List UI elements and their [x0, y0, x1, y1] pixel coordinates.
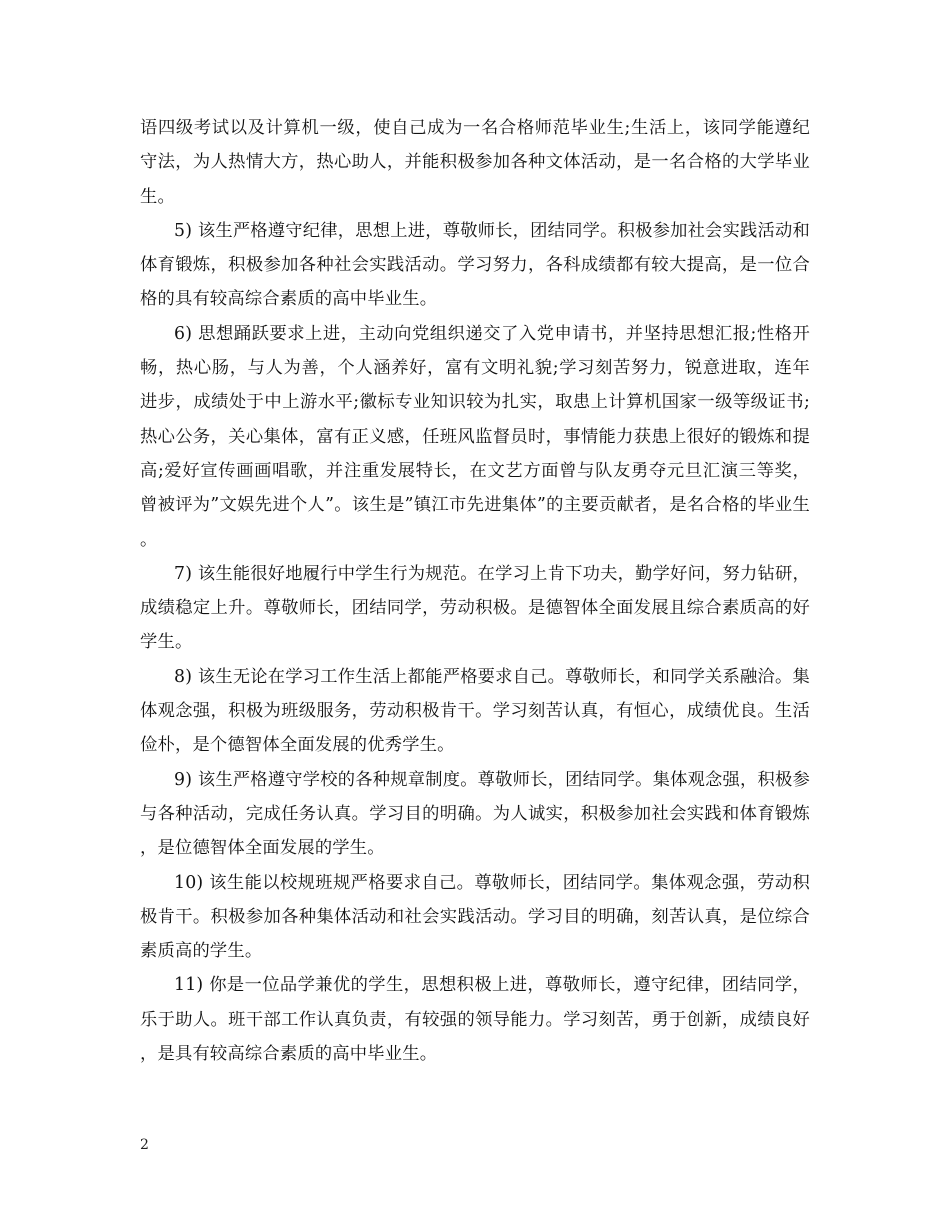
paragraph-item-8: 8) 该生无论在学习工作生活上都能严格要求自己。尊敬师长，和同学关系融洽。集体观念强，积极为班级服务，劳动积极肯干。学习刻苦认真，有恒心，成绩优良。生活俭朴，是个德智体全面发展的优秀学生。: [140, 666, 810, 756]
paragraph-item-11: 11) 你是一位品学兼优的学生，思想积极上进，尊敬师长，遵守纪律，团结同学，乐于助人。班干部工作认真负责，有较强的领导能力。学习刻苦，勇于创新，成绩良好，是具有较高综合素质的高中毕业生。: [140, 975, 810, 1065]
paragraph-item-9: 9) 该生严格遵守学校的各种规章制度。尊敬师长，团结同学。集体观念强，积极参与各种活动，完成任务认真。学习目的明确。为人诚实，积极参加社会实践和体育锻炼，是位德智体全面发展的学生。: [140, 769, 810, 859]
paragraph-continued: 语四级考试以及计算机一级，使自己成为一名合格师范毕业生;生活上，该同学能遵纪守法，为人热情大方，热心助人，并能积极参加各种文体活动，是一名合格的大学毕业生。: [140, 118, 810, 207]
paragraph-item-6: 6) 思想踊跃要求上进，主动向党组织递交了入党申请书，并坚持思想汇报;性格开畅，热心肠，与人为善，个人涵养好，富有文明礼貌;学习刻苦努力，锐意进取，连年进步，成绩处于中上游水平;徽标专业知识较为扎实，取患上计算机国家一级等级证书;热心公务，关心集体，富有正义感，任班风监督员时，事情能力获患上很好的锻炼和提高;爱好宣传画画唱歌，并注重发展特长，在文艺方面曾与队友勇夺元旦汇演三等奖，曾被评为”文娱先进个人”。该生是”镇江市先进集体”的主要贡献者，是名合格的毕业生。: [140, 323, 810, 550]
document-body: [140, 111, 810, 1071]
paragraph-item-7: 7) 该生能很好地履行中学生行为规范。在学习上肯下功夫，勤学好问，努力钻研，成绩稳定上升。尊敬师长，团结同学，劳动积极。是德智体全面发展且综合素质高的好学生。: [140, 563, 810, 653]
page-number: 2: [140, 1137, 149, 1153]
paragraph-item-5: 5) 该生严格遵守纪律，思想上进，尊敬师长，团结同学。积极参加社会实践活动和体育锻炼，积极参加各种社会实践活动。学习努力，各科成绩都有较大提高，是一位合格的具有较高综合素质的高中毕业生。: [140, 220, 810, 310]
paragraph-item-10: 10) 该生能以校规班规严格要求自己。尊敬师长，团结同学。集体观念强，劳动积极肯干。积极参加各种集体活动和社会实践活动。学习目的明确，刻苦认真，是位综合素质高的学生。: [140, 872, 810, 962]
